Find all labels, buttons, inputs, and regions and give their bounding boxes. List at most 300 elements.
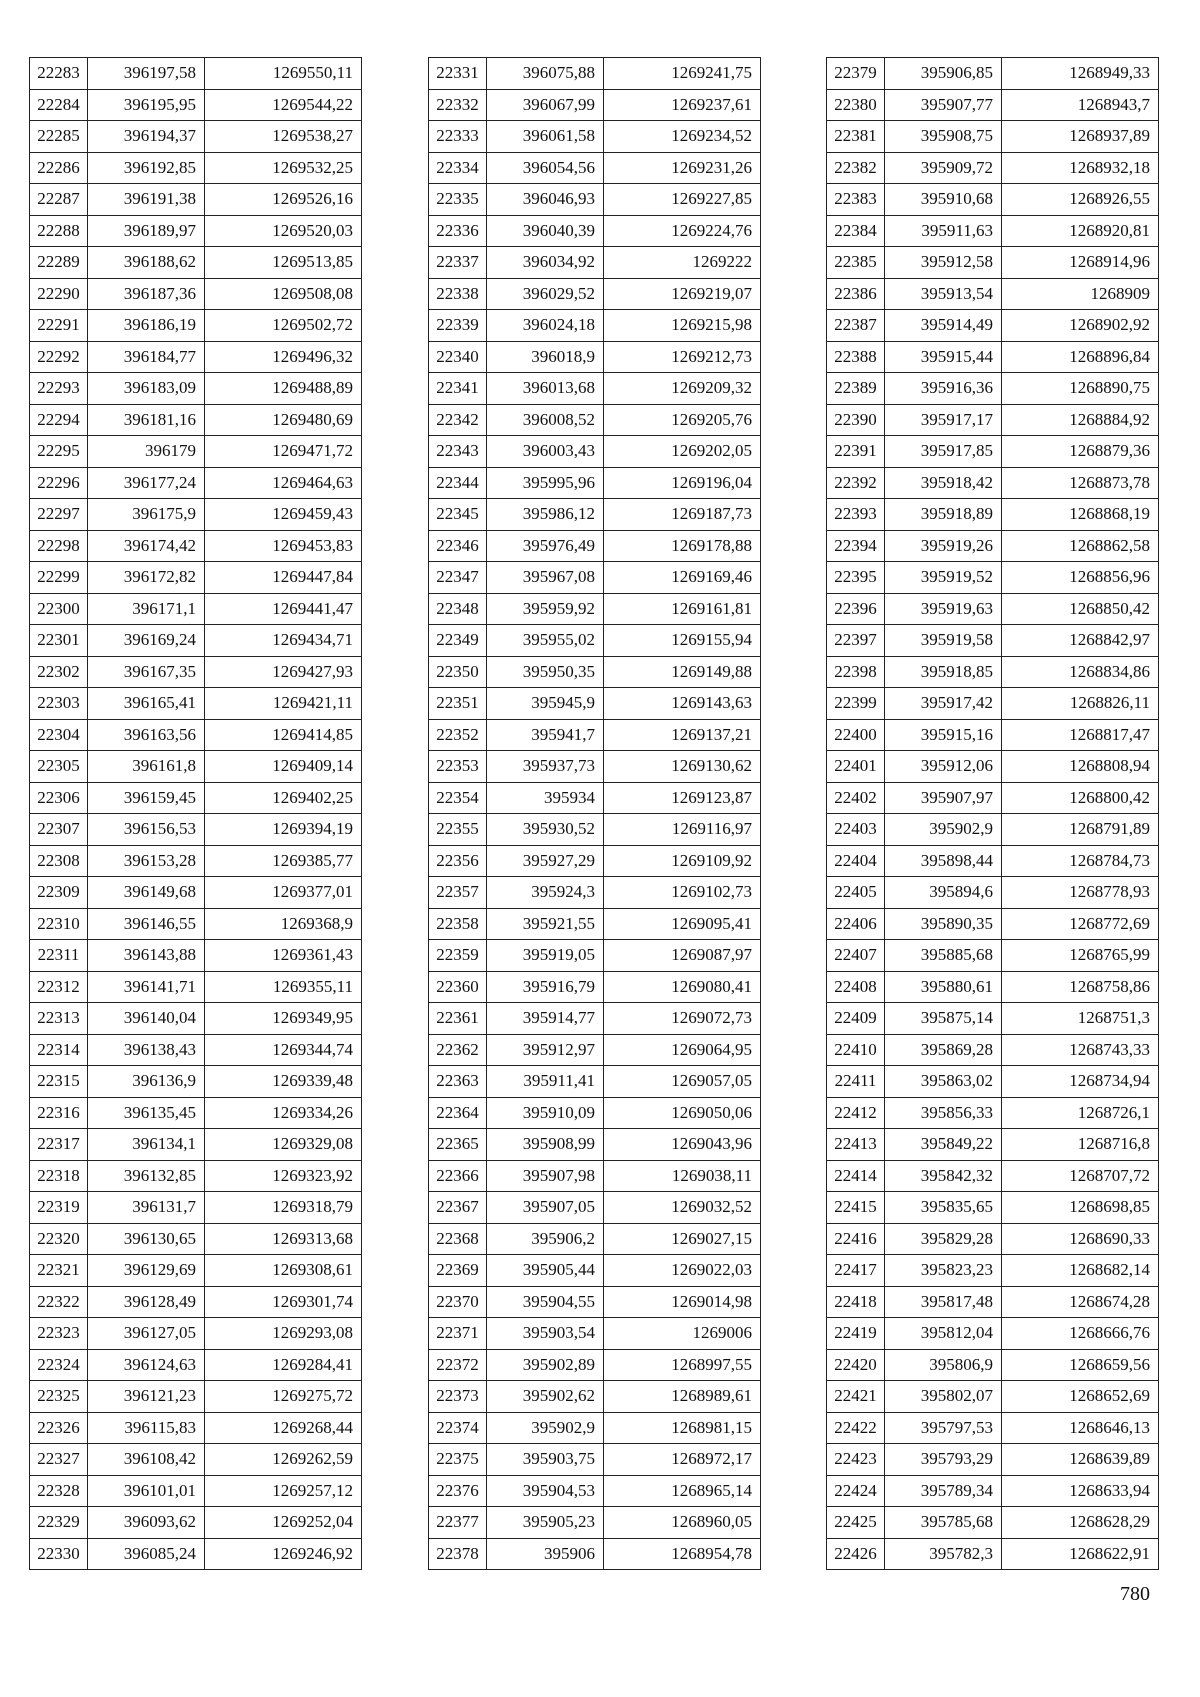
point-number-cell: 22297: [30, 499, 88, 531]
y-coordinate-cell: 1269344,74: [205, 1034, 362, 1066]
point-number-cell: 22344: [429, 467, 487, 499]
table-row: [827, 530, 1159, 562]
point-number-cell: 22320: [30, 1223, 88, 1255]
table-row: [429, 1507, 761, 1539]
x-coordinate-cell: 396177,24: [88, 467, 205, 499]
y-coordinate-cell: 1268909: [1002, 278, 1159, 310]
y-coordinate-cell: 1269329,08: [205, 1129, 362, 1161]
table-row: [30, 247, 362, 279]
table-row: [30, 1066, 362, 1098]
table-row: [827, 814, 1159, 846]
y-coordinate-cell: 1269464,63: [205, 467, 362, 499]
x-coordinate-cell: 395911,63: [885, 215, 1002, 247]
y-coordinate-cell: 1269205,76: [604, 404, 761, 436]
y-coordinate-cell: 1268639,89: [1002, 1444, 1159, 1476]
x-coordinate-cell: 396134,1: [88, 1129, 205, 1161]
point-number-cell: 22419: [827, 1318, 885, 1350]
point-number-cell: 22298: [30, 530, 88, 562]
table-row: [827, 1444, 1159, 1476]
y-coordinate-cell: 1268850,42: [1002, 593, 1159, 625]
point-number-cell: 22335: [429, 184, 487, 216]
y-coordinate-cell: 1268890,75: [1002, 373, 1159, 405]
table-row: [30, 467, 362, 499]
x-coordinate-cell: 396169,24: [88, 625, 205, 657]
x-coordinate-cell: 395806,9: [885, 1349, 1002, 1381]
table-row: [827, 310, 1159, 342]
table-row: [827, 877, 1159, 909]
table-row: [827, 467, 1159, 499]
x-coordinate-cell: 396135,45: [88, 1097, 205, 1129]
y-coordinate-cell: 1269137,21: [604, 719, 761, 751]
y-coordinate-cell: 1268926,55: [1002, 184, 1159, 216]
point-number-cell: 22393: [827, 499, 885, 531]
point-number-cell: 22359: [429, 940, 487, 972]
y-coordinate-cell: 1269339,48: [205, 1066, 362, 1098]
point-number-cell: 22394: [827, 530, 885, 562]
y-coordinate-cell: 1269212,73: [604, 341, 761, 373]
table-row: [429, 971, 761, 1003]
y-coordinate-cell: 1269385,77: [205, 845, 362, 877]
table-row: [827, 1412, 1159, 1444]
table-row: [429, 310, 761, 342]
x-coordinate-cell: 395915,16: [885, 719, 1002, 751]
table-row: [30, 1349, 362, 1381]
y-coordinate-cell: 1269149,88: [604, 656, 761, 688]
x-coordinate-cell: 395919,05: [487, 940, 604, 972]
point-number-cell: 22292: [30, 341, 88, 373]
table-row: [30, 877, 362, 909]
table-row: [827, 89, 1159, 121]
y-coordinate-cell: 1269169,46: [604, 562, 761, 594]
y-coordinate-cell: 1269022,03: [604, 1255, 761, 1287]
x-coordinate-cell: 396188,62: [88, 247, 205, 279]
page-number: 780: [1120, 1583, 1150, 1605]
table-row: [429, 215, 761, 247]
table-row: [827, 373, 1159, 405]
x-coordinate-cell: 395869,28: [885, 1034, 1002, 1066]
point-number-cell: 22377: [429, 1507, 487, 1539]
y-coordinate-cell: 1269301,74: [205, 1286, 362, 1318]
x-coordinate-cell: 396149,68: [88, 877, 205, 909]
coordinates-table-3: [826, 57, 1159, 1570]
table-row: [30, 1444, 362, 1476]
x-coordinate-cell: 396040,39: [487, 215, 604, 247]
point-number-cell: 22369: [429, 1255, 487, 1287]
x-coordinate-cell: 396018,9: [487, 341, 604, 373]
table-row: [429, 152, 761, 184]
point-number-cell: 22313: [30, 1003, 88, 1035]
y-coordinate-cell: 1269268,44: [205, 1412, 362, 1444]
point-number-cell: 22383: [827, 184, 885, 216]
y-coordinate-cell: 1269526,16: [205, 184, 362, 216]
x-coordinate-cell: 396085,24: [88, 1538, 205, 1570]
x-coordinate-cell: 395915,44: [885, 341, 1002, 373]
y-coordinate-cell: 1269377,01: [205, 877, 362, 909]
point-number-cell: 22299: [30, 562, 88, 594]
point-number-cell: 22384: [827, 215, 885, 247]
y-coordinate-cell: 1268698,85: [1002, 1192, 1159, 1224]
x-coordinate-cell: 395995,96: [487, 467, 604, 499]
x-coordinate-cell: 396067,99: [487, 89, 604, 121]
x-coordinate-cell: 395856,33: [885, 1097, 1002, 1129]
table-row: [429, 845, 761, 877]
x-coordinate-cell: 395924,3: [487, 877, 604, 909]
x-coordinate-cell: 396138,43: [88, 1034, 205, 1066]
y-coordinate-cell: 1268856,96: [1002, 562, 1159, 594]
y-coordinate-cell: 1269178,88: [604, 530, 761, 562]
x-coordinate-cell: 395913,54: [885, 278, 1002, 310]
y-coordinate-cell: 1269409,14: [205, 751, 362, 783]
y-coordinate-cell: 1269224,76: [604, 215, 761, 247]
x-coordinate-cell: 396003,43: [487, 436, 604, 468]
x-coordinate-cell: 395976,49: [487, 530, 604, 562]
point-number-cell: 22289: [30, 247, 88, 279]
x-coordinate-cell: 396197,58: [88, 58, 205, 90]
x-coordinate-cell: 396171,1: [88, 593, 205, 625]
x-coordinate-cell: 395782,3: [885, 1538, 1002, 1570]
point-number-cell: 22306: [30, 782, 88, 814]
table-row: [30, 656, 362, 688]
table-row: [827, 215, 1159, 247]
y-coordinate-cell: 1269227,85: [604, 184, 761, 216]
table-row: [429, 1003, 761, 1035]
x-coordinate-cell: 395849,22: [885, 1129, 1002, 1161]
table-row: [429, 625, 761, 657]
table-row: [30, 1255, 362, 1287]
point-number-cell: 22402: [827, 782, 885, 814]
table-row: [827, 404, 1159, 436]
y-coordinate-cell: 1269502,72: [205, 310, 362, 342]
point-number-cell: 22423: [827, 1444, 885, 1476]
y-coordinate-cell: 1268726,1: [1002, 1097, 1159, 1129]
y-coordinate-cell: 1269394,19: [205, 814, 362, 846]
table-row: [429, 814, 761, 846]
y-coordinate-cell: 1269550,11: [205, 58, 362, 90]
table-row: [30, 1192, 362, 1224]
y-coordinate-cell: 1269006: [604, 1318, 761, 1350]
point-number-cell: 22321: [30, 1255, 88, 1287]
point-number-cell: 22420: [827, 1349, 885, 1381]
x-coordinate-cell: 396143,88: [88, 940, 205, 972]
y-coordinate-cell: 1268884,92: [1002, 404, 1159, 436]
point-number-cell: 22400: [827, 719, 885, 751]
point-number-cell: 22304: [30, 719, 88, 751]
y-coordinate-cell: 1269095,41: [604, 908, 761, 940]
table-row: [30, 89, 362, 121]
table-row: [429, 58, 761, 90]
x-coordinate-cell: 395937,73: [487, 751, 604, 783]
x-coordinate-cell: 395894,6: [885, 877, 1002, 909]
table-row: [429, 719, 761, 751]
x-coordinate-cell: 396124,63: [88, 1349, 205, 1381]
x-coordinate-cell: 396156,53: [88, 814, 205, 846]
point-number-cell: 22354: [429, 782, 487, 814]
table-row: [429, 908, 761, 940]
point-number-cell: 22284: [30, 89, 88, 121]
y-coordinate-cell: 1268902,92: [1002, 310, 1159, 342]
x-coordinate-cell: 395908,99: [487, 1129, 604, 1161]
x-coordinate-cell: 395917,85: [885, 436, 1002, 468]
x-coordinate-cell: 396127,05: [88, 1318, 205, 1350]
x-coordinate-cell: 396132,85: [88, 1160, 205, 1192]
point-number-cell: 22413: [827, 1129, 885, 1161]
point-number-cell: 22418: [827, 1286, 885, 1318]
x-coordinate-cell: 395785,68: [885, 1507, 1002, 1539]
y-coordinate-cell: 1268633,94: [1002, 1475, 1159, 1507]
table-row: [827, 656, 1159, 688]
x-coordinate-cell: 396189,97: [88, 215, 205, 247]
point-number-cell: 22293: [30, 373, 88, 405]
point-number-cell: 22381: [827, 121, 885, 153]
point-number-cell: 22351: [429, 688, 487, 720]
y-coordinate-cell: 1269215,98: [604, 310, 761, 342]
x-coordinate-cell: 396054,56: [487, 152, 604, 184]
point-number-cell: 22339: [429, 310, 487, 342]
y-coordinate-cell: 1269123,87: [604, 782, 761, 814]
y-coordinate-cell: 1269308,61: [205, 1255, 362, 1287]
table-row: [429, 1223, 761, 1255]
x-coordinate-cell: 396061,58: [487, 121, 604, 153]
x-coordinate-cell: 396121,23: [88, 1381, 205, 1413]
point-number-cell: 22328: [30, 1475, 88, 1507]
point-number-cell: 22380: [827, 89, 885, 121]
x-coordinate-cell: 396140,04: [88, 1003, 205, 1035]
x-coordinate-cell: 395909,72: [885, 152, 1002, 184]
point-number-cell: 22408: [827, 971, 885, 1003]
table-row: [429, 1255, 761, 1287]
y-coordinate-cell: 1269072,73: [604, 1003, 761, 1035]
y-coordinate-cell: 1268896,84: [1002, 341, 1159, 373]
y-coordinate-cell: 1269349,95: [205, 1003, 362, 1035]
y-coordinate-cell: 1269453,83: [205, 530, 362, 562]
x-coordinate-cell: 396174,42: [88, 530, 205, 562]
y-coordinate-cell: 1268646,13: [1002, 1412, 1159, 1444]
point-number-cell: 22382: [827, 152, 885, 184]
point-number-cell: 22385: [827, 247, 885, 279]
point-number-cell: 22364: [429, 1097, 487, 1129]
y-coordinate-cell: 1269038,11: [604, 1160, 761, 1192]
x-coordinate-cell: 396093,62: [88, 1507, 205, 1539]
x-coordinate-cell: 396187,36: [88, 278, 205, 310]
point-number-cell: 22386: [827, 278, 885, 310]
y-coordinate-cell: 1269032,52: [604, 1192, 761, 1224]
table-row: [827, 971, 1159, 1003]
point-number-cell: 22374: [429, 1412, 487, 1444]
table-row: [827, 1066, 1159, 1098]
x-coordinate-cell: 395880,61: [885, 971, 1002, 1003]
y-coordinate-cell: 1268834,86: [1002, 656, 1159, 688]
x-coordinate-cell: 395863,02: [885, 1066, 1002, 1098]
x-coordinate-cell: 396128,49: [88, 1286, 205, 1318]
table-row: [827, 908, 1159, 940]
y-coordinate-cell: 1269234,52: [604, 121, 761, 153]
y-coordinate-cell: 1268808,94: [1002, 751, 1159, 783]
y-coordinate-cell: 1268965,14: [604, 1475, 761, 1507]
point-number-cell: 22406: [827, 908, 885, 940]
x-coordinate-cell: 395902,9: [885, 814, 1002, 846]
x-coordinate-cell: 395902,89: [487, 1349, 604, 1381]
table-row: [30, 562, 362, 594]
y-coordinate-cell: 1268826,11: [1002, 688, 1159, 720]
table-row: [827, 58, 1159, 90]
point-number-cell: 22398: [827, 656, 885, 688]
y-coordinate-cell: 1268734,94: [1002, 1066, 1159, 1098]
y-coordinate-cell: 1268932,18: [1002, 152, 1159, 184]
table-row: [30, 1286, 362, 1318]
y-coordinate-cell: 1269355,11: [205, 971, 362, 1003]
point-number-cell: 22287: [30, 184, 88, 216]
x-coordinate-cell: 396115,83: [88, 1412, 205, 1444]
table-row: [30, 530, 362, 562]
point-number-cell: 22370: [429, 1286, 487, 1318]
table-row: [429, 1066, 761, 1098]
y-coordinate-cell: 1269488,89: [205, 373, 362, 405]
point-number-cell: 22326: [30, 1412, 88, 1444]
y-coordinate-cell: 1268772,69: [1002, 908, 1159, 940]
x-coordinate-cell: 395914,49: [885, 310, 1002, 342]
x-coordinate-cell: 395918,89: [885, 499, 1002, 531]
x-coordinate-cell: 396183,09: [88, 373, 205, 405]
point-number-cell: 22295: [30, 436, 88, 468]
y-coordinate-cell: 1269161,81: [604, 593, 761, 625]
table-row: [30, 373, 362, 405]
y-coordinate-cell: 1269427,93: [205, 656, 362, 688]
table-row: [30, 1318, 362, 1350]
table-row: [429, 341, 761, 373]
x-coordinate-cell: 396153,28: [88, 845, 205, 877]
x-coordinate-cell: 395907,98: [487, 1160, 604, 1192]
point-number-cell: 22375: [429, 1444, 487, 1476]
point-number-cell: 22296: [30, 467, 88, 499]
point-number-cell: 22317: [30, 1129, 88, 1161]
table-row: [827, 1286, 1159, 1318]
x-coordinate-cell: 395916,79: [487, 971, 604, 1003]
table-row: [827, 688, 1159, 720]
point-number-cell: 22379: [827, 58, 885, 90]
table-row: [30, 215, 362, 247]
x-coordinate-cell: 396046,93: [487, 184, 604, 216]
point-number-cell: 22366: [429, 1160, 487, 1192]
x-coordinate-cell: 395905,23: [487, 1507, 604, 1539]
point-number-cell: 22388: [827, 341, 885, 373]
x-coordinate-cell: 396184,77: [88, 341, 205, 373]
y-coordinate-cell: 1269262,59: [205, 1444, 362, 1476]
table-row: [30, 58, 362, 90]
table-row: [429, 467, 761, 499]
point-number-cell: 22315: [30, 1066, 88, 1098]
table-row: [429, 1192, 761, 1224]
y-coordinate-cell: 1269116,97: [604, 814, 761, 846]
table-row: [429, 1160, 761, 1192]
x-coordinate-cell: 395907,77: [885, 89, 1002, 121]
table-row: [30, 1034, 362, 1066]
table-row: [429, 404, 761, 436]
table-row: [827, 278, 1159, 310]
table-row: [429, 1349, 761, 1381]
point-number-cell: 22421: [827, 1381, 885, 1413]
point-number-cell: 22365: [429, 1129, 487, 1161]
table-row: [30, 1538, 362, 1570]
y-coordinate-cell: 1269496,32: [205, 341, 362, 373]
table-row: [30, 1507, 362, 1539]
point-number-cell: 22330: [30, 1538, 88, 1570]
point-number-cell: 22409: [827, 1003, 885, 1035]
table-row: [827, 751, 1159, 783]
x-coordinate-cell: 395917,17: [885, 404, 1002, 436]
y-coordinate-cell: 1268666,76: [1002, 1318, 1159, 1350]
point-number-cell: 22397: [827, 625, 885, 657]
y-coordinate-cell: 1269109,92: [604, 845, 761, 877]
point-number-cell: 22340: [429, 341, 487, 373]
table-row: [827, 1192, 1159, 1224]
y-coordinate-cell: 1269080,41: [604, 971, 761, 1003]
table-row: [429, 877, 761, 909]
x-coordinate-cell: 395885,68: [885, 940, 1002, 972]
y-coordinate-cell: 1269130,62: [604, 751, 761, 783]
y-coordinate-cell: 1268622,91: [1002, 1538, 1159, 1570]
table-row: [827, 152, 1159, 184]
table-row: [429, 1412, 761, 1444]
y-coordinate-cell: 1269368,9: [205, 908, 362, 940]
y-coordinate-cell: 1269246,92: [205, 1538, 362, 1570]
y-coordinate-cell: 1268920,81: [1002, 215, 1159, 247]
y-coordinate-cell: 1268949,33: [1002, 58, 1159, 90]
x-coordinate-cell: 395941,7: [487, 719, 604, 751]
x-coordinate-cell: 395910,09: [487, 1097, 604, 1129]
x-coordinate-cell: 395793,29: [885, 1444, 1002, 1476]
x-coordinate-cell: 396165,41: [88, 688, 205, 720]
table-row: [429, 247, 761, 279]
table-row: [429, 1381, 761, 1413]
y-coordinate-cell: 1269414,85: [205, 719, 362, 751]
y-coordinate-cell: 1269284,41: [205, 1349, 362, 1381]
x-coordinate-cell: 396101,01: [88, 1475, 205, 1507]
table-row: [429, 530, 761, 562]
y-coordinate-cell: 1269231,26: [604, 152, 761, 184]
table-row: [30, 814, 362, 846]
point-number-cell: 22399: [827, 688, 885, 720]
x-coordinate-cell: 395902,9: [487, 1412, 604, 1444]
y-coordinate-cell: 1268981,15: [604, 1412, 761, 1444]
y-coordinate-cell: 1269459,43: [205, 499, 362, 531]
table-row: [30, 719, 362, 751]
y-coordinate-cell: 1268817,47: [1002, 719, 1159, 751]
point-number-cell: 22288: [30, 215, 88, 247]
table-row: [429, 593, 761, 625]
point-number-cell: 22345: [429, 499, 487, 531]
point-number-cell: 22407: [827, 940, 885, 972]
table-row: [30, 1475, 362, 1507]
table-row: [827, 121, 1159, 153]
point-number-cell: 22391: [827, 436, 885, 468]
point-number-cell: 22367: [429, 1192, 487, 1224]
table-row: [827, 1003, 1159, 1035]
table-row: [827, 625, 1159, 657]
point-number-cell: 22414: [827, 1160, 885, 1192]
point-number-cell: 22285: [30, 121, 88, 153]
x-coordinate-cell: 396029,52: [487, 278, 604, 310]
table-row: [429, 184, 761, 216]
y-coordinate-cell: 1269480,69: [205, 404, 362, 436]
point-number-cell: 22352: [429, 719, 487, 751]
y-coordinate-cell: 1269102,73: [604, 877, 761, 909]
coordinates-table-1: [29, 57, 362, 1570]
x-coordinate-cell: 395912,97: [487, 1034, 604, 1066]
x-coordinate-cell: 395823,23: [885, 1255, 1002, 1287]
point-number-cell: 22416: [827, 1223, 885, 1255]
point-number-cell: 22331: [429, 58, 487, 90]
y-coordinate-cell: 1269471,72: [205, 436, 362, 468]
